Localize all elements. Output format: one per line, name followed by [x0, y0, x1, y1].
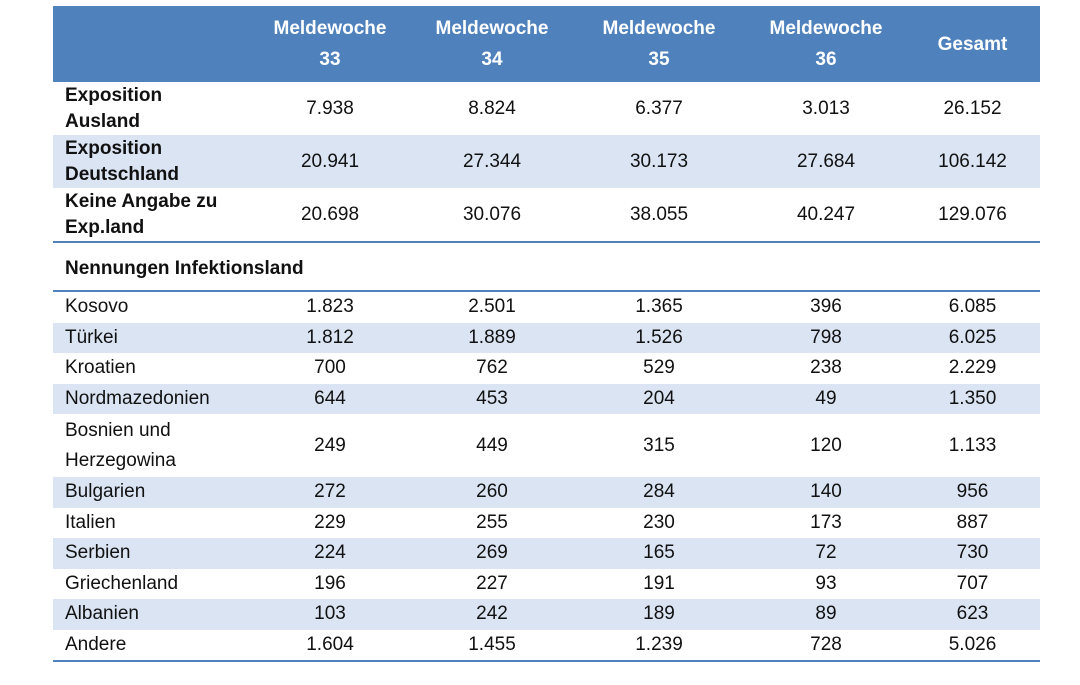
- table-row: [53, 477, 1040, 508]
- cell-value: 204: [571, 384, 747, 415]
- cell-value: 49: [747, 384, 905, 415]
- cell-value: 27.684: [747, 135, 905, 188]
- header-cell-week-34: Meldewoche 34: [413, 6, 571, 82]
- row-label: Serbien: [53, 538, 247, 569]
- cell-value: 103: [247, 599, 413, 630]
- cell-value: 106.142: [905, 135, 1040, 188]
- row-label: Nordmazedonien: [53, 384, 247, 415]
- row-label: Exposition Deutschland: [53, 135, 247, 188]
- cell-value: 38.055: [629, 203, 689, 225]
- cell-value: 3.013: [802, 97, 850, 119]
- cell-value: 798: [747, 323, 905, 354]
- cell-value: 40.247: [796, 203, 856, 225]
- cell-value: 1.889: [413, 323, 571, 354]
- cell-value: 2.229: [948, 357, 997, 379]
- cell-value: 1.350: [905, 384, 1040, 415]
- cell-value: 165: [571, 538, 747, 569]
- cell-value: 623: [905, 599, 1040, 630]
- row-label: Türkei: [53, 323, 247, 354]
- cell-value: 269: [413, 538, 571, 569]
- cell-value: 255: [476, 511, 508, 533]
- cell-value: 449: [476, 434, 508, 456]
- cell-value: 1.133: [948, 434, 997, 456]
- table-row: [53, 135, 1040, 188]
- cell-value: 453: [413, 384, 571, 415]
- cell-value: 315: [643, 434, 675, 456]
- cell-value: 728: [747, 630, 905, 662]
- header-cell-week-35: Meldewoche 35: [571, 6, 747, 82]
- table-row: [53, 384, 1040, 415]
- cell-value: 1.455: [413, 630, 571, 662]
- cell-value: 762: [476, 357, 508, 379]
- cell-value: 93: [815, 572, 837, 594]
- row-label: Exposition Ausland: [65, 84, 163, 132]
- cell-value: 26.152: [943, 97, 1002, 119]
- table-row: [53, 508, 1040, 539]
- cell-value: 260: [413, 477, 571, 508]
- cell-value: 72: [747, 538, 905, 569]
- cell-value: 191: [643, 572, 675, 594]
- table-body: [53, 82, 1040, 661]
- cell-value: 20.941: [247, 135, 413, 188]
- header-row: [53, 6, 1040, 82]
- cell-value: 129.076: [938, 203, 1007, 225]
- table-header: [53, 6, 1040, 82]
- section-row: [53, 242, 1040, 291]
- cell-value: 249: [314, 434, 346, 456]
- table-row: [53, 599, 1040, 630]
- cell-value: 120: [810, 434, 842, 456]
- table-row: [53, 188, 1040, 242]
- row-label: Kroatien: [65, 357, 136, 379]
- row-label: Kosovo: [53, 291, 247, 323]
- section-title: Nennungen Infektionsland: [53, 242, 1040, 291]
- row-label: Albanien: [53, 599, 247, 630]
- cell-value: 27.344: [413, 135, 571, 188]
- cell-value: 707: [956, 572, 989, 594]
- table-row: [53, 538, 1040, 569]
- row-label: Keine Angabe zu Exp.land: [65, 190, 218, 238]
- cell-value: 229: [314, 511, 346, 533]
- cell-value: 6.377: [635, 97, 683, 119]
- table-row: [53, 353, 1040, 384]
- cell-value: 7.938: [306, 97, 354, 119]
- row-label: Bosnien und Herzegowina: [65, 419, 176, 471]
- cell-value: 1.239: [571, 630, 747, 662]
- row-label: Griechenland: [65, 572, 179, 594]
- cell-value: 887: [956, 511, 989, 533]
- cell-value: 1.812: [247, 323, 413, 354]
- cell-value: 8.824: [468, 97, 516, 119]
- cell-value: 20.698: [300, 203, 360, 225]
- cell-value: 396: [747, 291, 905, 323]
- header-cell-blank: [53, 6, 247, 82]
- document-page: [53, 6, 1040, 662]
- cell-value: 1.365: [571, 291, 747, 323]
- table-row: [53, 82, 1040, 135]
- row-label: Bulgarien: [53, 477, 247, 508]
- cell-value: 1.823: [247, 291, 413, 323]
- table-row: [53, 291, 1040, 323]
- cell-value: 529: [643, 357, 675, 379]
- header-cell-week-33: Meldewoche 33: [247, 6, 413, 82]
- cell-value: 2.501: [413, 291, 571, 323]
- cell-value: 272: [247, 477, 413, 508]
- cell-value: 242: [413, 599, 571, 630]
- infection-country-table: [53, 6, 1040, 662]
- cell-value: 189: [571, 599, 747, 630]
- cell-value: 173: [810, 511, 842, 533]
- row-label: Italien: [65, 511, 116, 533]
- cell-value: 284: [571, 477, 747, 508]
- cell-value: 30.173: [571, 135, 747, 188]
- cell-value: 5.026: [905, 630, 1040, 662]
- cell-value: 644: [247, 384, 413, 415]
- cell-value: 89: [747, 599, 905, 630]
- cell-value: 230: [643, 511, 675, 533]
- cell-value: 196: [314, 572, 346, 594]
- table-row: [53, 630, 1040, 662]
- cell-value: 227: [476, 572, 508, 594]
- cell-value: 1.604: [247, 630, 413, 662]
- cell-value: 730: [905, 538, 1040, 569]
- cell-value: 6.085: [905, 291, 1040, 323]
- table-row: [53, 323, 1040, 354]
- table-row: [53, 414, 1040, 477]
- header-cell-total: Gesamt: [905, 6, 1040, 82]
- row-label: Andere: [53, 630, 247, 662]
- cell-value: 238: [810, 357, 842, 379]
- table-row: [53, 569, 1040, 600]
- cell-value: 700: [314, 357, 346, 379]
- cell-value: 6.025: [905, 323, 1040, 354]
- cell-value: 140: [747, 477, 905, 508]
- cell-value: 956: [905, 477, 1040, 508]
- cell-value: 224: [247, 538, 413, 569]
- cell-value: 1.526: [571, 323, 747, 354]
- header-cell-week-36: Meldewoche 36: [747, 6, 905, 82]
- cell-value: 30.076: [462, 203, 522, 225]
